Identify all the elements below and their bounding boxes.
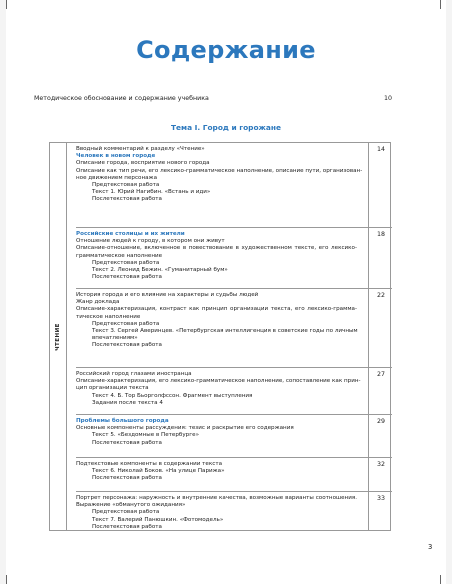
- side-label: [52, 143, 64, 530]
- page-number: 3: [428, 543, 433, 551]
- toc-section-lines: [76, 461, 357, 483]
- toc-section-lines: [76, 292, 357, 350]
- toc-line: Отношение людей к городу, в котором они живут: [76, 238, 225, 245]
- toc-line: Описание-отношение, включенное в повествование в художественном тексте, его лексико-: [76, 245, 357, 252]
- intro-entry-text: Методическое обоснование и содержание учебника: [34, 95, 209, 102]
- toc-page-number: 29: [376, 418, 385, 425]
- topic-heading: Тема I. Город и горожане: [170, 123, 281, 132]
- toc-section-heading: Проблемы большого города: [76, 418, 169, 424]
- toc-line: Текст 4. Б. Тор Бьорголфссон. Фрагмент выступления: [92, 392, 253, 399]
- toc-section-lines: [76, 495, 357, 531]
- crop-mark-top-right: [440, 0, 441, 9]
- toc-section-lines: [76, 371, 361, 407]
- toc-page-number: 32: [376, 461, 385, 468]
- toc-section[interactable]: [76, 143, 392, 227]
- toc-line: Вводный комментарий к разделу «Чтение»: [76, 146, 205, 152]
- toc-section-lines: [76, 146, 363, 204]
- toc-line: Выражение «обманутого ожидания»: [76, 502, 186, 509]
- toc-line: Послетекстовая работа: [92, 196, 162, 203]
- toc-line: Описание как тип речи, его лексико-грамматическое наполнение, описание пути, организован-: [76, 167, 363, 174]
- toc-page-number: 14: [376, 146, 385, 153]
- toc-section[interactable]: [76, 414, 392, 458]
- intro-entry-page: 10: [383, 95, 392, 102]
- toc-section-heading: Российские столицы и их жители: [76, 231, 185, 237]
- toc-line: Послетекстовая работа: [92, 439, 162, 446]
- page-title: Содержание: [136, 36, 316, 64]
- toc-page-number: 27: [376, 371, 385, 378]
- toc-line: Текст 1. Юрий Нагибин. «Встань и иди»: [92, 189, 211, 196]
- toc-page-number: 22: [376, 292, 385, 299]
- toc-section[interactable]: [76, 491, 392, 532]
- toc-line: Текст 6. Николай Боков. «На улице Парижа»: [92, 468, 225, 475]
- toc-line: ное движением персонажа: [76, 174, 158, 181]
- toc-line: впечатлениям»: [92, 335, 138, 342]
- toc-section-lines: [76, 231, 357, 281]
- toc-line: Послетекстовая работа: [92, 475, 162, 482]
- toc-line: Послетекстовая работа: [92, 523, 162, 530]
- toc-section-heading: Человек в новом городе: [76, 153, 156, 160]
- toc-line: цип организации текста: [76, 385, 149, 392]
- toc-section-lines: [76, 418, 357, 447]
- toc-section[interactable]: [76, 457, 392, 492]
- toc-section[interactable]: [76, 288, 392, 368]
- toc-line: Российский город глазами иностранца: [76, 371, 192, 377]
- side-label-text: ЧТЕНИЕ: [55, 322, 61, 351]
- toc-line: Предтекстовая работа: [92, 259, 160, 266]
- crop-mark-top-left: [6, 0, 7, 9]
- crop-mark-bottom-right: [440, 575, 441, 584]
- toc-line: Предтекстовая работа: [92, 509, 160, 516]
- toc-line: Задания после текста 4: [92, 399, 163, 406]
- contents-table: [49, 142, 391, 531]
- toc-line: тическое наполнение: [76, 313, 141, 320]
- toc-line: Текст 7. Валерий Панюшкин. «Фотомодель»: [92, 516, 224, 523]
- toc-section[interactable]: [76, 367, 392, 415]
- toc-line: Описание-характеризация, его лексико-грамматическое наполнение, сопоставление как прин-: [76, 378, 361, 385]
- toc-section[interactable]: [76, 227, 392, 289]
- toc-line: Предтекстовая работа: [92, 182, 160, 189]
- toc-page-number: 33: [376, 495, 385, 502]
- toc-line: Описание-характеризация, контраст как принцип организации текста, его лексико-граммa-: [76, 306, 357, 313]
- toc-line: Основные компоненты рассуждения: тезис и раскрытие его содержания: [76, 425, 294, 432]
- crop-mark-bottom-left: [6, 575, 7, 584]
- toc-page-number: 18: [376, 231, 385, 238]
- toc-line: грамматическое наполнение: [76, 252, 163, 259]
- toc-line: Подтекстовые компоненты в содержании текста: [76, 461, 223, 467]
- toc-line: Текст 5. «Бездомные в Петербурге»: [92, 432, 200, 439]
- toc-line: Текст 3. Сергей Аверинцев. «Петербургская интеллигенция в советские годы по личным: [92, 328, 358, 335]
- toc-line: Описание города, восприятие нового города: [76, 160, 210, 167]
- intro-entry[interactable]: [34, 95, 392, 102]
- toc-line: Послетекстовая работа: [92, 274, 162, 281]
- label-column-divider: [66, 143, 67, 530]
- toc-line: Предтекстовая работа: [92, 320, 160, 327]
- toc-line: Портрет персонажа: наружность и внутренние качества, возможные варианты соотношения.: [76, 495, 357, 501]
- toc-line: История города и его влияние на характеры и судьбы людей: [76, 292, 259, 298]
- toc-line: Послетекстовая работа: [92, 342, 162, 349]
- toc-line: Жанр доклада: [76, 299, 120, 306]
- toc-line: Текст 2. Леонид Бежин. «Гуманитарный бум»: [92, 267, 228, 274]
